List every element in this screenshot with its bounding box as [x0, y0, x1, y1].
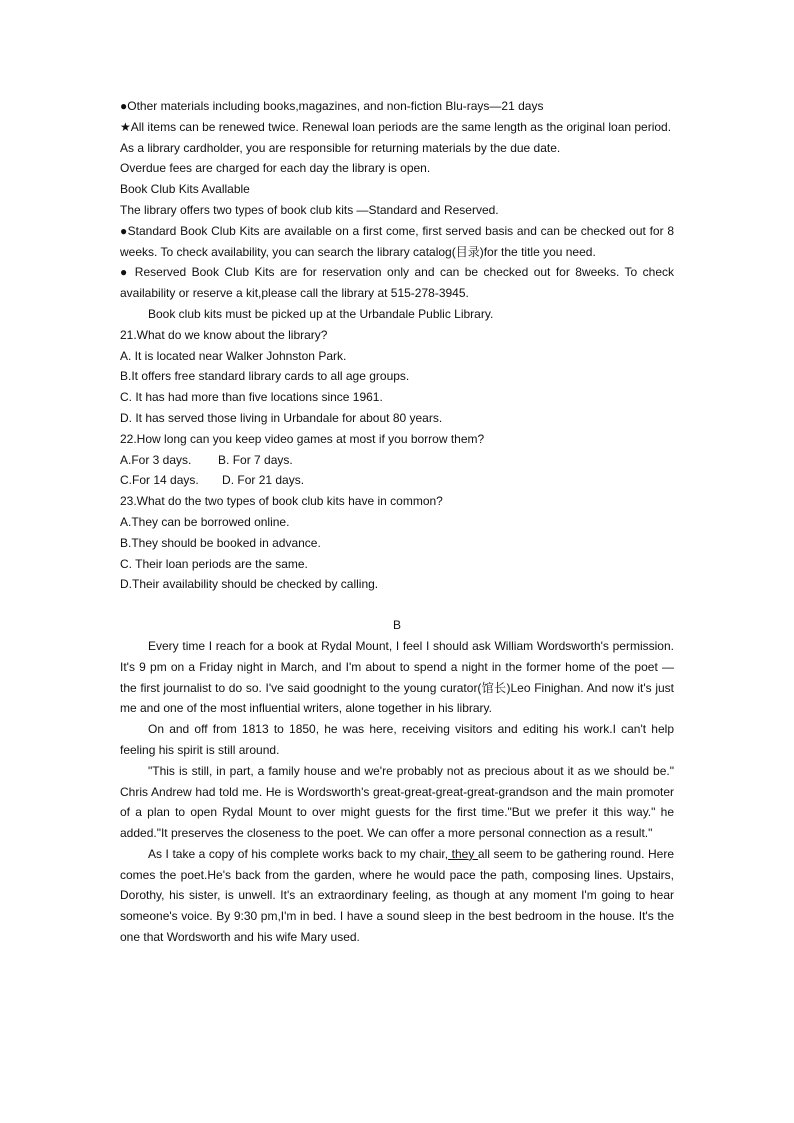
- question-option: D.Their availability should be checked by calling.: [120, 577, 379, 592]
- text-line: ★All items can be renewed twice. Renewal loan periods are the same length as the original loan period.: [120, 119, 672, 134]
- book-club-heading: Book Club Kits Avallable: [120, 182, 250, 197]
- question-options-row: A.For 3 days. B. For 7 days.: [120, 452, 293, 467]
- text-line: As a library cardholder, you are responsible for returning materials by the due date.: [120, 140, 561, 155]
- question-option: A.They can be borrowed online.: [120, 514, 290, 529]
- text-line: ●Standard Book Club Kits are available on a first come, first served basis and can be checked out for 8 weeks. To check availability, you can search the library catalog(目录)for the title you need.: [120, 223, 674, 259]
- paragraph-text: all seem to be gathering round. Here comes the poet.He's back from the garden, where he would pace the path, composing lines. Upstairs, Dorothy, his sister, is unwell. It's an extraordinary feeling, as though at any moment I'm going to hear someone's voice. By 9:30 pm,I'm in bed. I have a sound sleep in the best bedroom in the house. It's the one that Wordsworth and his wife Mary used.: [120, 846, 674, 945]
- question-stem: 23.What do the two types of book club kits have in common?: [120, 494, 443, 509]
- question-option: C. It has had more than five locations since 1961.: [120, 390, 383, 405]
- question-stem: 21.What do we know about the library?: [120, 327, 328, 342]
- pickup-note: Book club kits must be picked up at the Urbandale Public Library.: [148, 306, 494, 321]
- question-option: D. It has served those living in Urbandale for about 80 years.: [120, 410, 443, 425]
- question-option: B.It offers free standard library cards to all age groups.: [120, 369, 410, 384]
- question-option: B.They should be booked in advance.: [120, 535, 321, 550]
- section-label: B: [392, 618, 401, 633]
- document-page: [120, 96, 674, 948]
- question-option: A. It is located near Walker Johnston Park.: [120, 348, 347, 363]
- text-line: ● Reserved Book Club Kits are for reservation only and can be checked out for 8weeks. To check availability or reserve a kit,please call the library at 515-278-3945.: [120, 265, 674, 301]
- text-line: Overdue fees are charged for each day the library is open.: [120, 161, 431, 176]
- passage-paragraph: "This is still, in part, a family house and we're probably not as precious about it as we should be." Chris Andrew had told me. He is Wordsworth's great-great-great-great-grandson and the main promoter of a plan to open Rydal Mount to over might guests for the first time."But we prefer it this way." he added."It preserves the closeness to the poet. We can offer a more personal connection as a result.": [120, 763, 674, 841]
- question-stem: 22.How long can you keep video games at most if you borrow them?: [120, 431, 485, 446]
- passage-paragraph: Every time I reach for a book at Rydal Mount, I feel I should ask William Wordsworth's permission. It's 9 pm on a Friday night in March, and I'm about to spend a night in the former home of the poet — the first journalist to do so. I've said goodnight to the young curator(馆长)Leo Finighan. And now it's just me and one of the most influential writers, alone together in his library.: [120, 638, 674, 716]
- passage-paragraph: [120, 844, 674, 948]
- underlined-word: they: [448, 846, 478, 861]
- question-options-row: C.For 14 days. D. For 21 days.: [120, 473, 305, 488]
- passage-paragraph: On and off from 1813 to 1850, he was here, receiving visitors and editing his work.I can't help feeling his spirit is still around.: [120, 722, 674, 757]
- paragraph-text: As I take a copy of his complete works back to my chair,: [148, 846, 449, 861]
- text-line: ●Other materials including books,magazines, and non-fiction Blu-rays—21 days: [120, 99, 544, 113]
- question-option: C. Their loan periods are the same.: [120, 556, 308, 571]
- text-line: The library offers two types of book club kits —Standard and Reserved.: [120, 202, 499, 217]
